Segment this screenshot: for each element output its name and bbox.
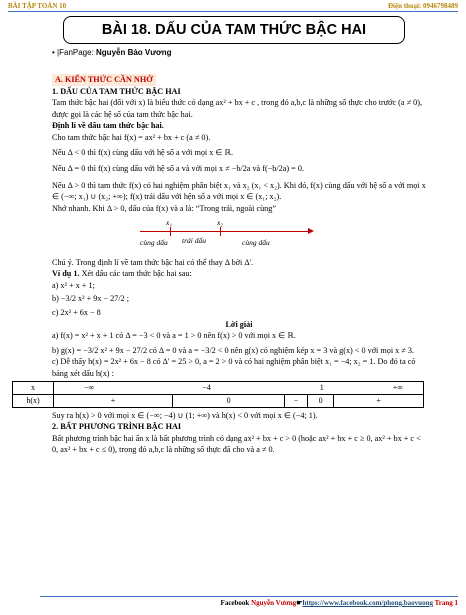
paragraph-definition: Tam thức bậc hai (đối với x) là biểu thức có dạng ax² + bx + c , trong đó a,b,c là những số thực cho trước (a ≠ 0), được gọi là các hệ số của tam thức bậc hai. <box>52 98 422 119</box>
paragraph-given: Cho tam thức bậc hai f(x) = ax² + bx + c (a ≠ 0). <box>52 132 211 142</box>
example-1-text: Xét dấu các tam thức bậc hai sau: <box>79 269 192 279</box>
diagram-label-x2: x₂ <box>217 217 223 227</box>
pointing-hand-icon: ☛ <box>296 599 303 607</box>
header-phone: Điện thoại: 0946798489 <box>388 2 458 10</box>
diagram-label-middle: trái dấu <box>182 235 206 245</box>
table-cell: +∞ <box>334 382 424 395</box>
footer-facebook: Facebook <box>220 599 252 607</box>
exercise-c: c) 2x² + 6x − 8 <box>52 307 101 317</box>
footer-link[interactable]: https://www.facebook.com/phong.baovuong <box>302 599 433 607</box>
fanpage-line <box>52 48 172 57</box>
example-1-label: Ví dụ 1. <box>52 269 80 279</box>
paragraph-inequality: Bất phương trình bậc hai ẩn x là bất phương trình có dạng ax² + bx + c > 0 (hoặc ax² + bx + c ≥ 0, ax² + bx + c < 0, ax² + bx + c ≤ 0), trong đó a,b,c là những số thực đã cho và a ≠ 0. <box>52 433 421 455</box>
table-cell: − <box>285 395 308 408</box>
sign-table-row-h <box>13 395 424 408</box>
paragraph-delta-zero: Nếu Δ = 0 thì f(x) cùng dấu với hệ số a và với mọi x ≠ −b/2a và f(−b/2a) = 0. <box>52 164 304 174</box>
sign-table <box>12 381 424 407</box>
table-cell: 0 <box>307 395 333 408</box>
note: Chú ý. Trong định lí về tam thức bậc hai có thể thay Δ bởi Δ'. <box>52 257 254 267</box>
sign-table-row-x <box>13 382 424 395</box>
theorem-title: Định lí về dấu tam thức bậc hai. <box>52 121 164 131</box>
paragraph-delta-negative: Nếu Δ < 0 thì f(x) cùng dấu với hệ số a với mọi x ∈ ℝ. <box>52 147 234 157</box>
table-cell: −∞ <box>54 382 173 395</box>
example-1 <box>52 268 426 280</box>
fanpage-prefix: • |FanPage: <box>52 48 97 57</box>
section-a-label: A. KIẾN THỨC CẦN NHỚ <box>52 74 156 86</box>
table-cell: + <box>54 395 173 408</box>
diagram-axis <box>140 231 310 232</box>
solution-title: Lời giải <box>225 319 253 329</box>
table-cell: h(x) <box>13 395 54 408</box>
table-cell: x <box>13 382 54 395</box>
lesson-title: BÀI 18. DẤU CỦA TAM THỨC BẬC HAI <box>63 16 405 44</box>
main-content <box>26 64 426 456</box>
table-cell: + <box>334 395 424 408</box>
paragraph-delta-positive: Nếu Δ > 0 thì tam thức f(x) có hai nghiệm phân biệt x₁ và x₂ (x₁ < x₂). Khi đó, f(x) cùng dấu với hệ số a với mọi x ∈ (−∞; x₁) ∪ (x₂; +∞); f(x) trái dấu với hện số a với mọi x ∈ (x₁; x₂). <box>52 180 426 202</box>
footer-author: Nguyễn Vương <box>251 599 297 607</box>
footer-divider <box>40 596 458 597</box>
sign-diagram <box>52 215 426 257</box>
diagram-label-left: cùng dấu <box>140 237 168 247</box>
footer-page-number: Trang 1 <box>432 599 458 607</box>
conclusion: Suy ra h(x) > 0 với mọi x ∈ (−∞; −4) ∪ (1; +∞) và h(x) < 0 với mọi x ∈ (−4; 1). <box>52 410 318 420</box>
paragraph-quick-remember: Nhớ nhanh. Khi Δ > 0, dấu của f(x) và a là: “Trong trái, ngoài cùng” <box>52 203 276 213</box>
exercise-b: b) −3/2 x² + 9x − 27/2 ; <box>52 294 130 304</box>
header-subject: BÀI TẬP TOÁN 10 <box>8 2 67 10</box>
section-a <box>52 74 426 86</box>
heading-2: 2. BẤT PHƯƠNG TRÌNH BẬC HAI <box>52 422 182 432</box>
header-divider <box>8 11 458 12</box>
solution-a: a) f(x) = x² + x + 1 có Δ = −3 < 0 và a = 1 > 0 nên f(x) > 0 với mọi x ∈ ℝ. <box>52 331 296 341</box>
page-footer <box>221 599 458 607</box>
axis-arrow-icon <box>308 228 314 234</box>
solution-b: b) g(x) = −3/2 x² + 9x − 27/2 có Δ = 0 và a = −3/2 < 0 nên g(x) có nghiệm kép x = 3 và g(x) < 0 với mọi x ≠ 3. <box>52 345 414 355</box>
diagram-label-right: cùng dấu <box>242 237 270 247</box>
solution-c: c) Dễ thấy h(x) = 2x² + 6x − 8 có Δ' = 25 > 0, a = 2 > 0 và có hai nghiệm phân biệt x₁ = −4; x₂ = 1. Do đó ta có bảng xét dấu h(x) : <box>52 357 416 378</box>
diagram-label-x1: x₁ <box>166 217 172 227</box>
table-cell: 1 <box>293 382 334 395</box>
exercise-a: a) x² + x + 1; <box>52 280 95 290</box>
heading-1: 1. DẤU CỦA TAM THỨC BẬC HAI <box>52 86 181 96</box>
table-cell: 0 <box>172 395 284 408</box>
table-cell: −4 <box>172 382 292 395</box>
fanpage-name: Nguyễn Bảo Vương <box>96 48 172 57</box>
